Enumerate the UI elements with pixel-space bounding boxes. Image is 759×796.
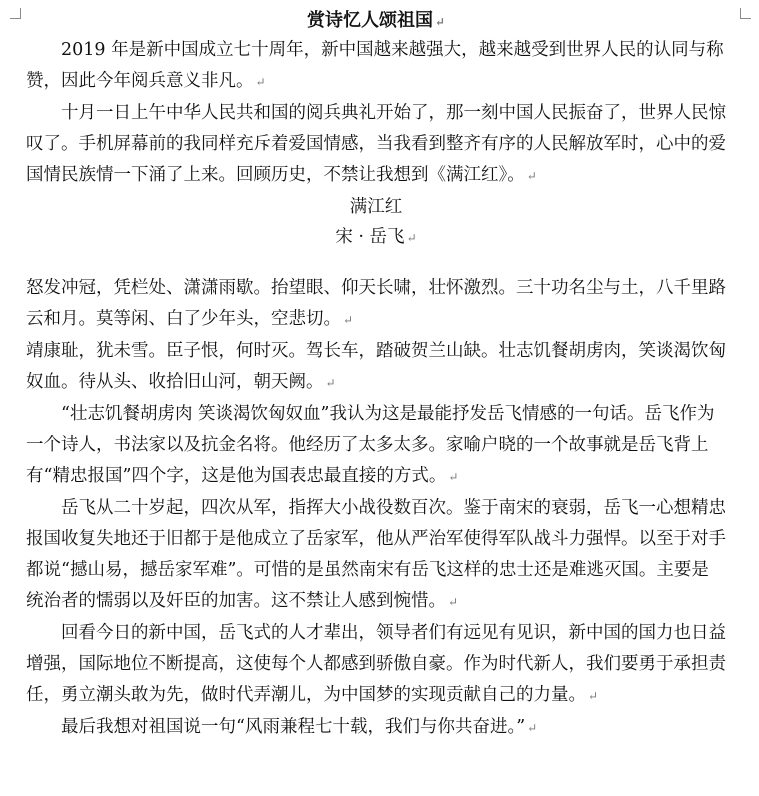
poem-heading bbox=[26, 192, 726, 253]
paragraph-1-text: 2019 年是新中国成立七十周年，新中国越来越强大，越来越受到世界人民的认同与称赞，因此今年阅兵意义非凡。 bbox=[26, 40, 724, 91]
blank-line bbox=[26, 253, 726, 273]
poem-title: 满江红 bbox=[349, 197, 403, 217]
poem-stanza-2 bbox=[26, 336, 726, 399]
poem-stanza-1-text: 怒发冲冠，凭栏处、潇潇雨歇。抬望眼、仰天长啸，壮怀激烈。三十功名尘与土，八千里路云和月。莫等闲、白了少年头，空悲切。 bbox=[26, 278, 726, 329]
paragraph-3-text: “壮志饥餐胡虏肉 笑谈渴饮匈奴血”我认为这是最能抒发岳飞情感的一句话。岳飞作为一个诗人，书法家以及抗金名将。他经历了太多太多。家喻户晓的一个故事就是岳飞背上有“精忠报国”四个字，这是他为国表忠最直接的方式。 bbox=[26, 404, 715, 486]
paragraph-mark-icon: ↵ bbox=[588, 689, 599, 703]
paragraph-mark-icon: ↵ bbox=[434, 15, 446, 29]
paragraph-mark-icon: ↵ bbox=[325, 376, 336, 390]
paragraph-4-text: 岳飞从二十岁起，四次从军，指挥大小战役数百次。鉴于南宋的衰弱，岳飞一心想精忠报国收复失地还于旧都于是他成立了岳家军，他从严治军使得军队战斗力强悍。以至于对手都说“撼山易，撼岳家军难”。可惜的是虽然南宋有岳飞这样的忠士还是难逃灭国。主要是统治者的懦弱以及奸臣的加害。这不禁让人感到惋惜。 bbox=[26, 498, 726, 611]
paragraph-4 bbox=[26, 493, 726, 618]
paragraph-mark-icon: ↵ bbox=[343, 313, 354, 327]
poem-stanza-2-text: 靖康耻，犹未雪。臣子恨，何时灭。驾长车，踏破贺兰山缺。壮志饥餐胡虏肉，笑谈渴饮匈奴血。待从头、收拾旧山河，朝天阙。 bbox=[26, 341, 726, 392]
paragraph-2-text: 十月一日上午中华人民共和国的阅兵典礼开始了，那一刻中国人民振奋了，世界人民惊叹了。手机屏幕前的我同样充斥着爱国情感，当我看到整齐有序的人民解放军时，心中的爱国情民族情一下涌了上来。回顾历史，不禁让我想到《满江红》。 bbox=[26, 103, 726, 185]
paragraph-mark-icon: ↵ bbox=[526, 169, 537, 183]
paragraph-mark-icon: ↵ bbox=[527, 721, 538, 735]
paragraph-5 bbox=[26, 618, 726, 712]
poem-author: 宋 · 岳飞 ↵ bbox=[335, 227, 417, 247]
document-title bbox=[26, 8, 726, 35]
title-text: 赏诗忆人颂祖国 bbox=[306, 10, 433, 31]
paragraph-mark-icon: ↵ bbox=[406, 231, 417, 245]
poem-stanza-1 bbox=[26, 273, 726, 336]
page-corner-mark-left bbox=[10, 8, 21, 19]
paragraph-mark-icon: ↵ bbox=[448, 470, 459, 484]
paragraph-mark-icon: ↵ bbox=[255, 75, 266, 89]
page-corner-mark-right bbox=[740, 8, 751, 19]
paragraph-2 bbox=[26, 98, 726, 192]
paragraph-mark-icon: ↵ bbox=[448, 595, 459, 609]
paragraph-6 bbox=[26, 712, 726, 744]
paragraph-1 bbox=[26, 35, 726, 98]
document-body bbox=[26, 8, 726, 744]
paragraph-3 bbox=[26, 399, 726, 493]
paragraph-6-text: 最后我想对祖国说一句“风雨兼程七十载，我们与你共奋进。” bbox=[61, 717, 526, 737]
paragraph-5-text: 回看今日的新中国，岳飞式的人才辈出，领导者们有远见有见识，新中国的国力也日益增强，国际地位不断提高，这使每个人都感到骄傲自豪。作为时代新人，我们要勇于承担责任，勇立潮头敢为先，做时代弄潮儿，为中国梦的实现贡献自己的力量。 bbox=[26, 623, 726, 705]
